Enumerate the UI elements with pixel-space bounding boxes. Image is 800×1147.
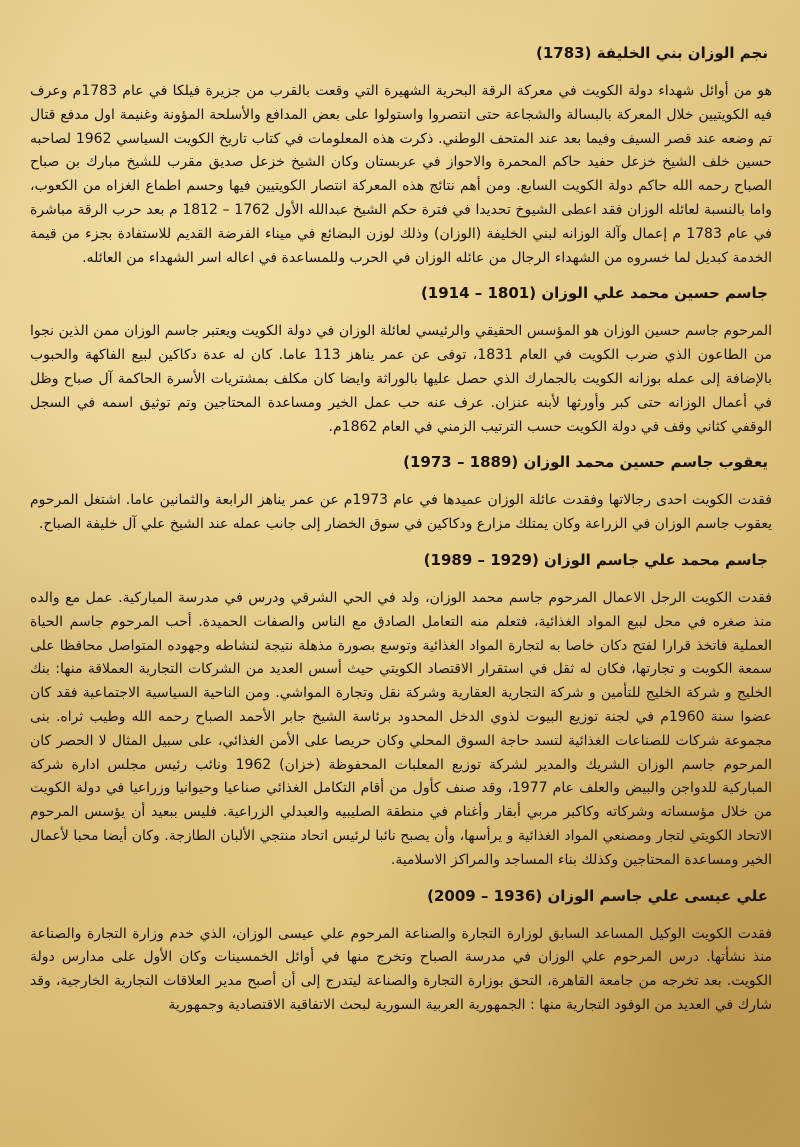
section-yaqoub xyxy=(30,451,772,537)
section-body: فقدت الكويت الرجل الاعمال المرحوم جاسم محمد الوزان، ولد في الحي الشرقي ودرس في مدرسة المباركية. عمل مع والده منذ صغره في محل لبيع المواد الغذائية، فتعلم منه التعامل الصادق مع الناس والصفات الحميدة. أحب المرحوم جاسم الحياة العملية فاتخذ قرارا لفتح دكان خاصا به لتجارة المواد الغذائية وتوسع بصورة مذهلة نتيجة لنشاطه وجهوده المتواصل محافظا على سمعة الكويت و تجارتها، فكان له ثقل في استقرار الاقتصاد الكويتي حيث أسس العديد من الشركات التجارية العملاقة منها: بنك الخليج و شركة الخليج للتأمين و شركة التجارية العقارية وشركة نقل وتجارة المواشي. ومن الناحية السياسية الاجتماعية فقد كان عضوا سنة 1960م في لجنة توزيع البيوت لذوي الدخل المحدود برئاسة الشيخ جابر الأحمد الصباح رحمه الله وطيب ثراه. بنى مجموعة شركات للصناعات الغذائية لتسد حاجة السوق المحلي وكان حريصا على الأمن الغذائي، على سبيل المثال لا الحصر كان المرحوم جاسم الوزان الشريك والمدير لشركة توزيع المعلبات المحفوظة (خزان) 1962 ونائب رئيس مجلس ادارة شركة المباركية للدواجن والبيض والعلف عام 1977، وقد صنف كأول من أقام التكامل الغذائي صناعيا وحيوانيا وزراعيا في دولة الكويت من خلال مؤسساته وشركاته وكاكبر مربي أبقار وأغنام في منطقة الصليبيه والعبدلي الزراعية. فليس ببعيد أن يؤسس المرحوم الاتحاد الكويتي لتجار ومصنعي المواد الغذائية و يرأسها، وأن يصبح نائبا لرئيس اتحاد منتجي الألبان الطازجة. وكان أيضا محبا لأعمال الخير ومساعدة المحتاجين وكذلك بناء المساجد والمراكز الاسلامية. xyxy=(30,589,772,868)
section-najm xyxy=(30,42,772,270)
section-title: يعقوب جاسم حسين محمد الوزان (1889 – 1973) xyxy=(403,453,768,472)
section-body: المرحوم جاسم حسين الوزان هو المؤسس الحقيقي والرئيسي لعائلة الوزان في دولة الكويت ويعتبر جاسم الوزان ممن الذين نجوا من الطاعون الذي ضرب الكويت في العام 1831، توفى عن عمر يناهز 113 عاما. كان له عدة دكاكين لبيع الفاكهة والحبوب بالإضافة إلى عمله بوزانه الكويت بالجمارك الذي حصل عليها بالوراثة وايضا كان مكلف بمشتريات الأسرة الحاكمة آل صباح وظل في أعمال الوزانه حتى كبر وأورثها لأبنه عنزان. عرف عنه حب عمل الخير ومساعدة المحتاجين وتم توثيق اسمه في السجل الوقفي كثاني وقف في دولة الكويت حسب الترتيب الزمني في العام 1862م. xyxy=(30,323,772,435)
section-title: علي عيسى علي جاسم الوزان (1936 – 2009) xyxy=(427,886,768,905)
section-body: فقدت الكويت الوكيل المساعد السابق لوزارة التجارة والصناعة المرحوم علي عيسى الوزان، الذي خدم وزارة التجارة والصناعة منذ نشأتها. درس المرحوم علي الوزان في مدرسة الصباح وتخرج منها في أوائل الخمسينات وكان الأول على مدارس دولة الكويت. بعد تخرجه من جامعة القاهرة، التحق بوزارة التجارة والصناعة ليتدرج إلى أن أصبح مدير العلاقات التجارية الخارجية، وقد شارك في العديد من الوفود التجارية منها : الجمهورية العربية السورية لبحث الاتفاقية الاقتصادية وجمهورية xyxy=(30,925,772,1013)
section-title: جاسم حسين محمد علي الوزان (1801 – 1914) xyxy=(420,284,768,303)
section-body: فقدت الكويت احدى رجالاتها وفقدت عائلة الوزان عميدها في عام 1973م عن عمر يناهز الرابعة والثمانين عاما. اشتغل المرحوم يعقوب جاسم الوزان في الزراعة وكان يمتلك مزارع ودكاكين في سوق الخضار إلى جانب عمله عند الشيخ علي آل خليفة الصباح. xyxy=(30,492,772,533)
section-body: هو من أوائل شهداء دولة الكويت في معركة الرقة البحرية الشهيرة التي وقعت بالقرب من جزيرة فيلكا في عام 1783م وعرف فيه الكويتيين خلال المعركة بالبسالة والشجاعة حتى انتصروا واستولوا على بعض المدافع والأسلحة المؤونة وغنيمة اول مدفع قتال تم وضعه عند قصر السيف وفيما بعد عند المتحف الوطني. ذكرت هذه المعلومات في كتاب تاريخ الكويت السياسي 1962 لصاحبه حسين خلف الشيخ خزعل حفيد حاكم المحمرة والاحواز في عربستان وكان الشيخ خزعل صديق مقرب للشيخ مبارك بن صباح الصباح رحمه الله حاكم دولة الكويت السابع. ومن أهم نتائج هذه المعركة انتصار الكويتيين فيها وحسم اطماع الغزاه من الكعوب، واما بالنسبة لعائله الوزان فقد اعطى الشيوخ تحديدا في فترة حكم الشيخ عبدالله الأول 1762 – 1812 م بعد حرب الرقة مباشرة في عام 1783 م إعمال وآلة الوزانه لبني الخليفة (الوزان) وذلك لوزن البضائع في ميناء الفرضة القديم للاستفادة بجزء من قيمة الخدمة كبديل لما خسروه من الشهداء الرجال من عائله الوزان في الحرب وللمساعدة في اعاله اسر الشهداء من العائله. xyxy=(30,83,772,266)
section-title: جاسم محمد علي جاسم الوزان (1929 – 1989) xyxy=(423,550,768,569)
section-ali-eisa xyxy=(30,885,772,1018)
section-jasim-mohammed xyxy=(30,549,772,873)
section-jasim-hussein xyxy=(30,282,772,439)
section-title: نجم الوزان بني الخليفة (1783) xyxy=(536,44,768,62)
